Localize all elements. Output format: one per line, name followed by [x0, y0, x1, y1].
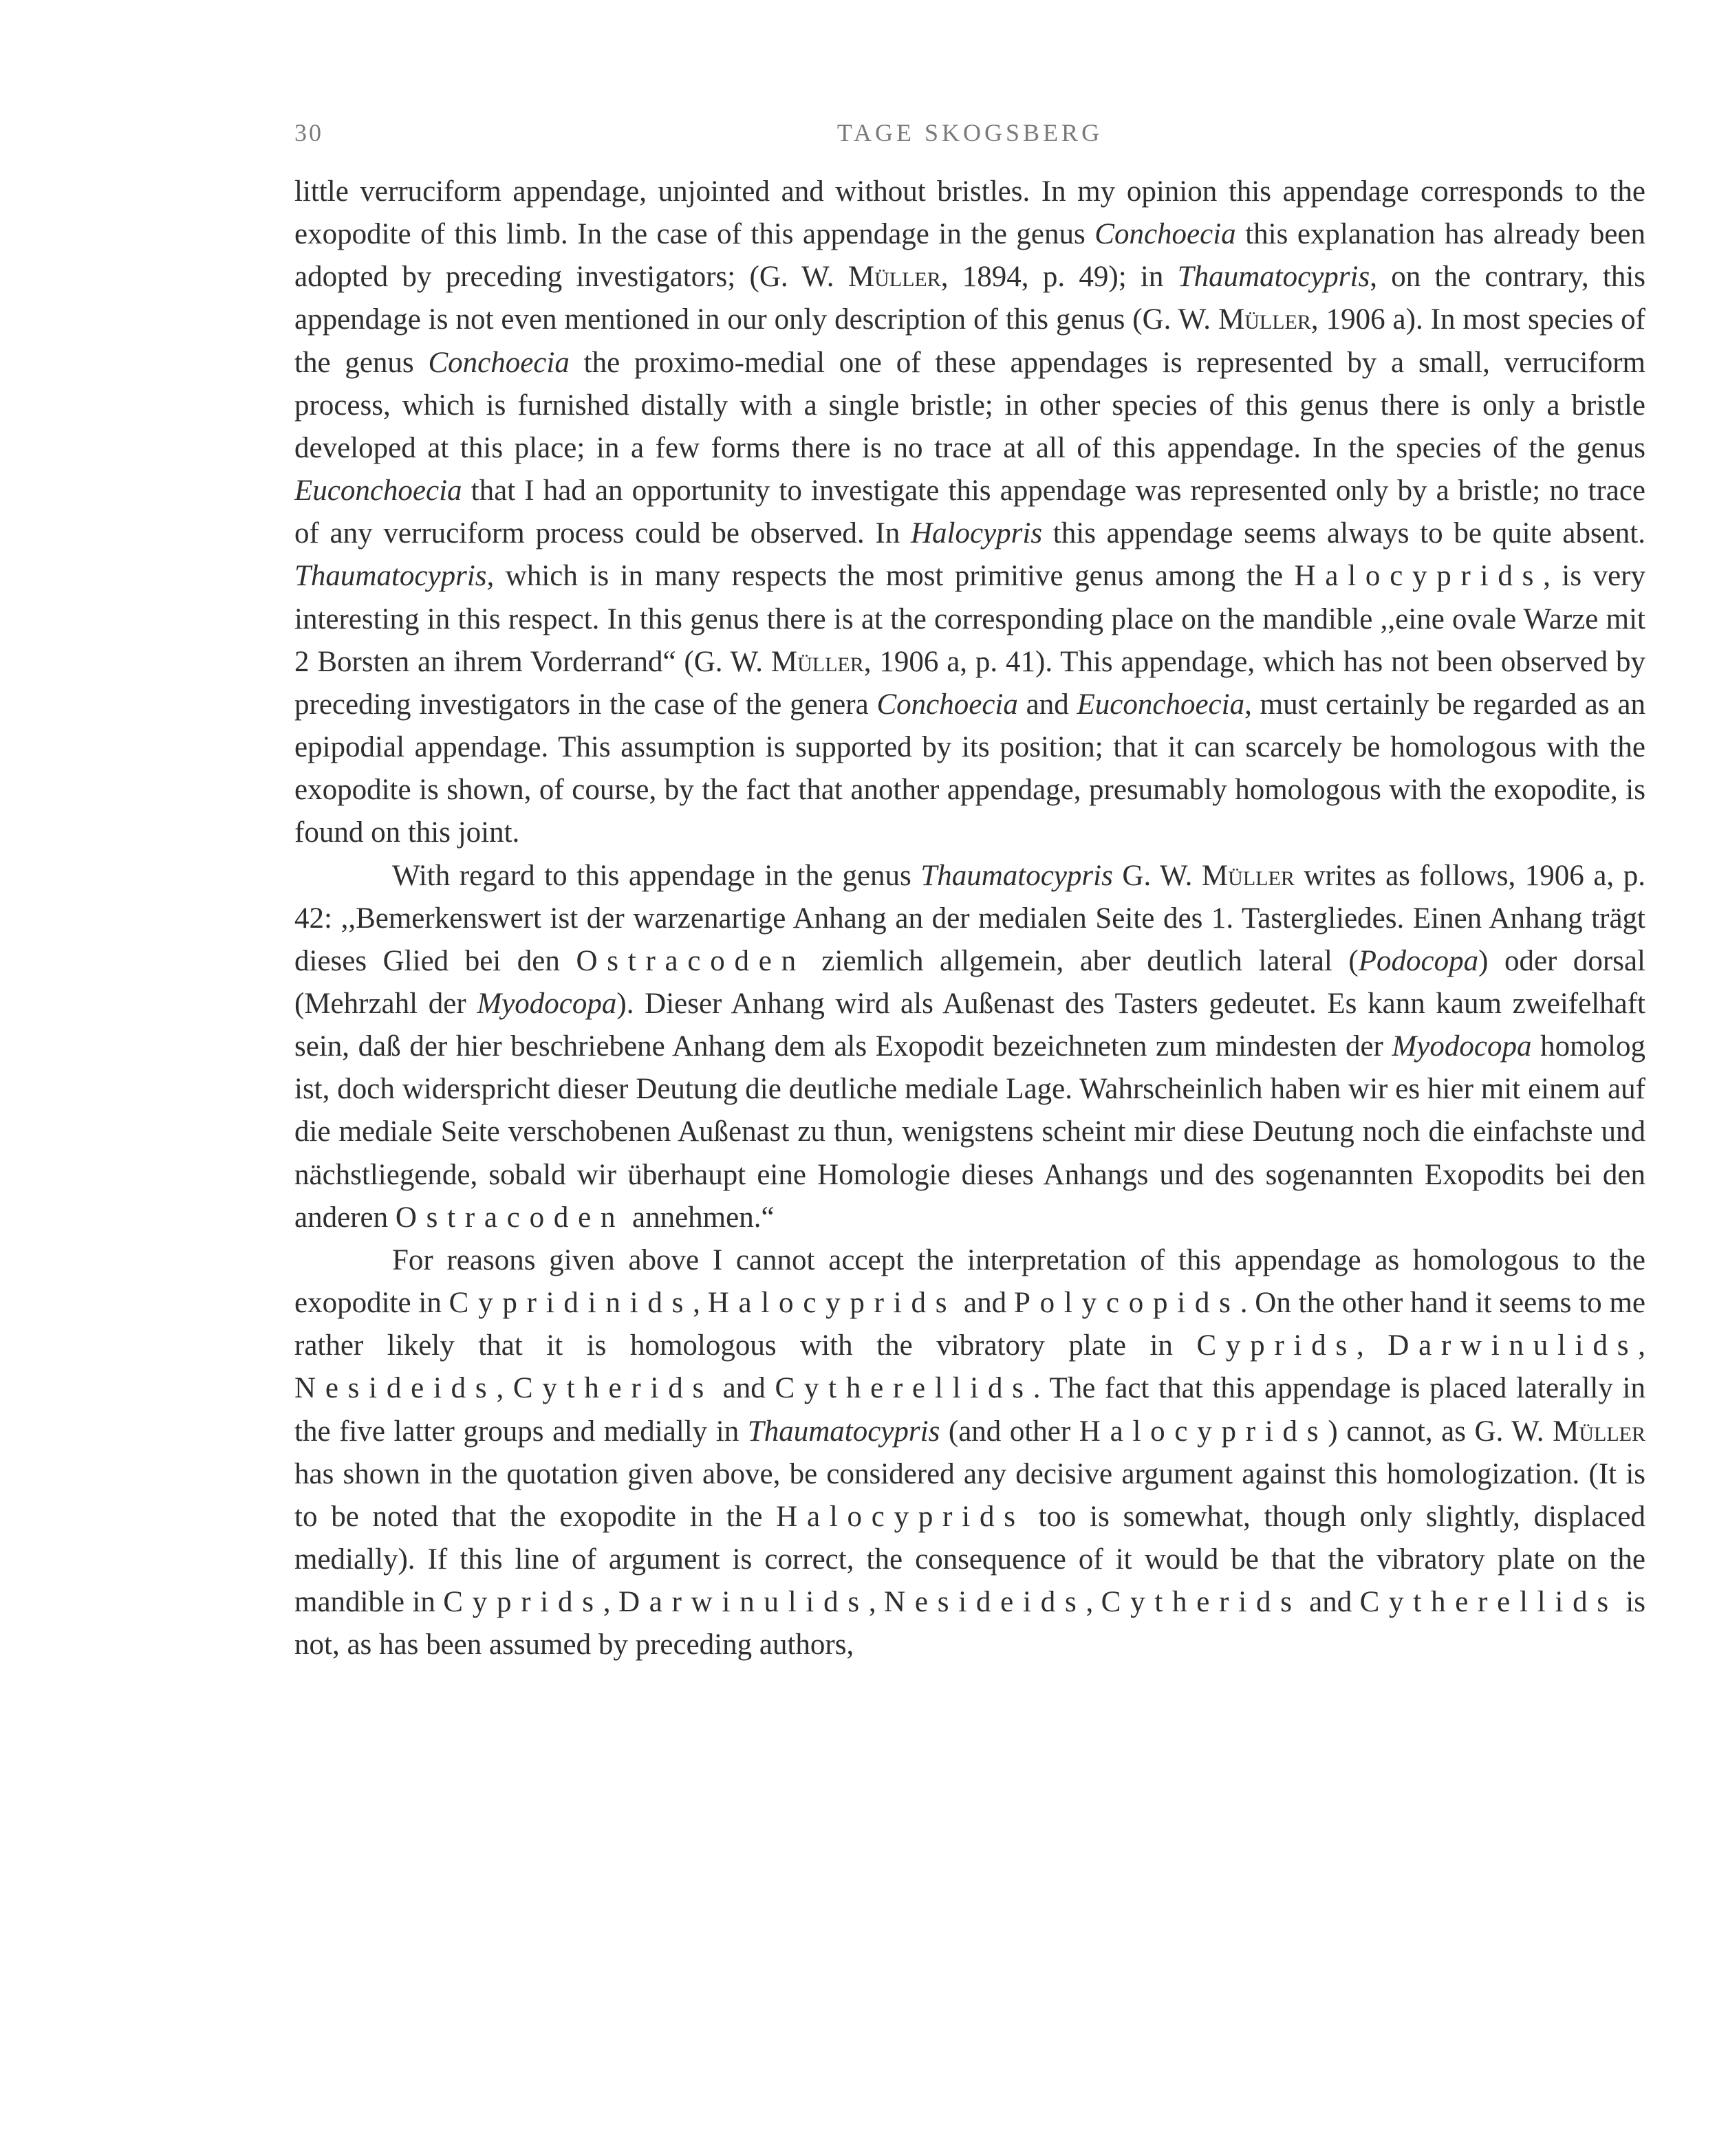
italic-term: Euconchoecia: [1077, 688, 1245, 721]
spaced-taxon: Halocyprids: [776, 1500, 1025, 1533]
text-run: has shown in the quotation given above, be considered any decisive argument against this homologization. (It is to be noted that the exopodite in the: [294, 1457, 1645, 1533]
text-run: which is in many respects the most primitive genus among the: [494, 560, 1295, 593]
text-run: (and other: [940, 1415, 1079, 1448]
text-run: ,: [1638, 1329, 1645, 1362]
italic-term: Halocypris: [910, 517, 1043, 550]
italic-term: Thaumatocypris: [1177, 261, 1370, 294]
italic-term: Conchoecia: [1094, 218, 1236, 251]
text-run: ) oder dorsal (Mehrzahl der: [294, 944, 1645, 1020]
spaced-taxon: Nesideids: [294, 1372, 497, 1405]
text-run: and: [956, 1287, 1014, 1320]
text-run: this explanation has already been adopted by preceding investigators; (G. W.: [294, 218, 1645, 294]
spaced-taxon: Cypridinids: [449, 1287, 693, 1320]
text-run: , 1906 a). In most species of the genus: [294, 303, 1645, 379]
spaced-taxon: Darwinulids: [618, 1586, 869, 1619]
text-run: G. W.: [1112, 859, 1202, 892]
italic-term: Conchoecia: [876, 688, 1018, 721]
text-run: that I had an opportunity to investigate this appendage was represented only by a bristle; no trace of any verruciform process could be observed. In: [294, 475, 1645, 550]
body-text: [294, 171, 1645, 1666]
spaced-taxon: Cyprids: [1196, 1329, 1357, 1362]
spaced-taxon: Cytherids: [1101, 1586, 1302, 1619]
spaced-taxon: Polycopids: [1013, 1287, 1240, 1320]
text-run: homolog ist, doch widerspricht dieser Deutung die deutliche mediale Lage. Wahrscheinlich haben wir es hier mit einem auf die mediale Seite verschobenen Außenast zu thun, wenigstens scheint mir diese Deutung noch die einfachste und nächstliegende, sobald wir überhaupt eine Homologie dieses Anhangs und des sogenannten Exopodits bei den anderen: [294, 1030, 1645, 1234]
text-run: writes as follows, 1906 a, p. 42: ,,Bemerkenswert ist der warzenartige Anhang an der medialen Seite des 1. Tastergliedes. Einen Anhang trägt dieses Glied bei den: [294, 859, 1645, 977]
italic-term: Conchoecia: [428, 346, 570, 379]
text-run: With regard to this appendage in the genus: [392, 859, 921, 892]
text-run: ,: [496, 1372, 513, 1405]
text-run: the proximo-medial one of these appendages is represented by a small, verruciform process, which is furnished distally with a single bristle; in other species of this genus there is only a bristle developed at this place; in a few forms there is no trace at all of this appendage. In the species of the genus: [294, 346, 1645, 464]
text-run: , 1894, p. 49); in: [940, 261, 1178, 294]
text-run: ) cannot, as G. W.: [1328, 1415, 1553, 1448]
spaced-taxon: Cytherids: [512, 1372, 713, 1405]
text-run: , 1906 a, p. 41). This appendage, which has not been observed by preceding investigators in the case of the genera: [294, 645, 1645, 721]
spaced-taxon: Darwinulids: [1387, 1329, 1639, 1362]
spaced-taxon: Cytherellids: [775, 1372, 1033, 1405]
spaced-taxon: Halocyprids: [1079, 1415, 1328, 1448]
running-header: [294, 118, 1645, 157]
author-name: Müller: [770, 645, 864, 678]
author-name: Müller: [1553, 1415, 1645, 1448]
spaced-taxon: Halocyprids: [1294, 560, 1544, 593]
text-run: , on the contrary, this appendage is not even mentioned in our only description of this genus (G. W.: [294, 261, 1645, 336]
spaced-taxon: Ostracoden: [395, 1201, 625, 1234]
text-run: For reasons given above I cannot accept the interpretation of this appendage as homologous to the exopodite in: [294, 1243, 1645, 1320]
italic-term: Thaumatocypris: [747, 1415, 940, 1448]
text-run: little verruciform appendage, unjointed and without bristles. In my opinion this appendage corresponds to the exopodite of this limb. In the case of this appendage in the genus: [294, 175, 1645, 251]
text-run: . On the other hand it seems to me rather likely that it is homologous with the vibratory plate in: [294, 1287, 1646, 1362]
text-run: too is somewhat, though only slightly, displaced medially). If this line of argument is correct, the consequence of it would be that the vibratory plate on the mandible in: [294, 1500, 1645, 1619]
page-number: 30: [294, 119, 323, 146]
spaced-taxon: Halocyprids: [707, 1287, 957, 1320]
italic-term: Euconchoecia: [294, 475, 462, 508]
text-run: ziemlich allgemein, aber deutlich lateral (: [805, 944, 1359, 977]
italic-term: Myodocopa: [477, 987, 617, 1020]
text-run: , is very interesting in this respect. In this genus there is at the corresponding place on the mandible ,,eine ovale Warze mit 2 Borsten an ihrem Vorderrand“ (G. W.: [294, 560, 1645, 678]
text-run: ,: [868, 1586, 885, 1619]
spaced-taxon: Nesideids: [884, 1586, 1086, 1619]
italic-term: Podocopa: [1358, 944, 1479, 977]
author-name: Müller: [847, 261, 941, 294]
italic-term: Thaumatocypris: [920, 859, 1113, 892]
text-run: ). Dieser Anhang wird als Außenast des Tasters gedeutet. Es kann kaum zweifelhaft sein, daß der hier beschriebene Anhang dem als Exopodit bezeichneten zum mindesten der: [294, 987, 1645, 1063]
text-run: and: [713, 1372, 775, 1405]
text-run: . The fact that this appendage is placed laterally in the five latter groups and medially in: [294, 1372, 1645, 1448]
text-run: and: [1017, 688, 1077, 721]
text-run: ,: [693, 1287, 708, 1320]
text-run: is not, as has been assumed by preceding authors,: [294, 1586, 1645, 1662]
author-name: Müller: [1201, 859, 1295, 892]
text-run: annehmen.“: [625, 1201, 775, 1234]
text-run: ,: [1086, 1586, 1101, 1619]
italic-term: Myodocopa: [1392, 1030, 1532, 1063]
text-run: ,: [1357, 1329, 1388, 1362]
text-run: , must certainly be regarded as an epipodial appendage. This assumption is supported by its position; that it can scarcely be homologous with the exopodite is shown, of course, by the fact that another appendage, presumably homologous with the exopodite, is found on this joint.: [294, 688, 1645, 849]
author-name: Müller: [1218, 303, 1311, 336]
spaced-taxon: Cyprids: [443, 1586, 603, 1619]
paragraph-2: [294, 855, 1645, 1239]
text-run: this appendage seems always to be quite absent.: [1042, 517, 1645, 550]
spaced-taxon: Cytherellids: [1359, 1586, 1618, 1619]
italic-term: Thaumatocypris,: [294, 560, 495, 593]
running-title: TAGE SKOGSBERG: [836, 119, 1103, 146]
spaced-taxon: Ostracoden: [576, 944, 806, 977]
text-run: and: [1301, 1586, 1360, 1619]
paragraph-1: [294, 171, 1645, 855]
text-run: ,: [603, 1586, 618, 1619]
paragraph-3: [294, 1239, 1645, 1667]
